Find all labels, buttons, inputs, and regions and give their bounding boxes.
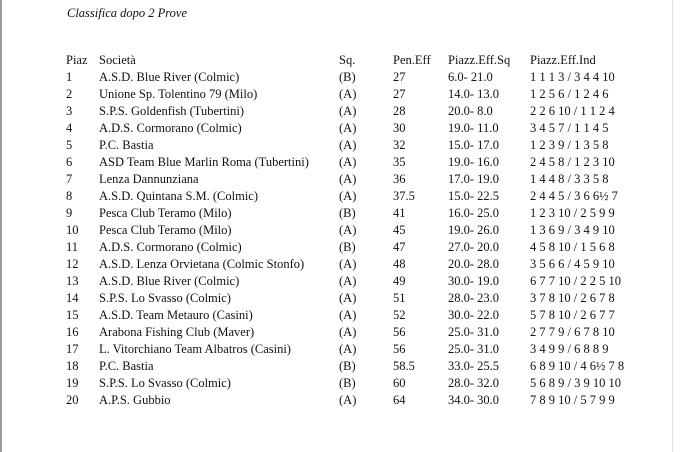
cell-societa: A.D.S. Cormorano (Colmic) xyxy=(99,121,242,135)
cell-societa: P.C. Bastia xyxy=(99,138,154,152)
cell-piazz-eff-sq: 34.0- 30.0 xyxy=(448,393,500,407)
cell-pen-eff: 30 xyxy=(393,121,406,135)
cell-societa: Unione Sp. Tolentino 79 (Milo) xyxy=(99,87,258,101)
cell-piazz-eff-ind: 1 4 4 8 / 3 3 5 8 xyxy=(530,172,609,186)
cell-piaz: 17 xyxy=(66,342,79,356)
cell-squadra: (A) xyxy=(339,121,357,135)
cell-societa: A.P.S. Gubbio xyxy=(99,393,171,407)
cell-piaz: 2 xyxy=(66,87,73,101)
cell-piazz-eff-ind: 1 2 3 9 / 1 3 5 8 xyxy=(530,138,609,152)
cell-piazz-eff-ind: 3 5 6 6 / 4 5 9 10 xyxy=(530,257,615,271)
table-row xyxy=(64,358,660,375)
cell-piaz: 15 xyxy=(66,308,79,322)
header-societa: Società xyxy=(99,53,136,67)
cell-squadra: (A) xyxy=(339,223,357,237)
cell-societa: A.S.D. Blue River (Colmic) xyxy=(99,274,240,288)
cell-piaz: 11 xyxy=(66,240,79,254)
cell-piaz: 7 xyxy=(66,172,73,186)
cell-piazz-eff-ind: 1 2 3 10 / 2 5 9 9 xyxy=(530,206,615,220)
cell-piaz: 19 xyxy=(66,376,79,390)
cell-pen-eff: 36 xyxy=(393,172,406,186)
header-piazz-eff-sq: Piazz.Eff.Sq xyxy=(448,53,511,67)
table-row xyxy=(64,324,660,341)
table-row xyxy=(64,273,660,290)
cell-piaz: 8 xyxy=(66,189,73,203)
table-header-row xyxy=(64,52,660,69)
cell-pen-eff: 27 xyxy=(393,87,406,101)
cell-societa: Pesca Club Teramo (Milo) xyxy=(99,223,232,237)
cell-societa: Pesca Club Teramo (Milo) xyxy=(99,206,232,220)
cell-pen-eff: 49 xyxy=(393,274,406,288)
cell-squadra: (A) xyxy=(339,291,357,305)
cell-squadra: (A) xyxy=(339,308,357,322)
cell-piazz-eff-sq: 19.0- 26.0 xyxy=(448,223,500,237)
cell-piazz-eff-sq: 33.0- 25.5 xyxy=(448,359,500,373)
cell-piazz-eff-sq: 27.0- 20.0 xyxy=(448,240,500,254)
cell-piazz-eff-sq: 28.0- 32.0 xyxy=(448,376,500,390)
standings-table xyxy=(64,52,660,409)
cell-piazz-eff-ind: 4 5 8 10 / 1 5 6 8 xyxy=(530,240,615,254)
cell-squadra: (A) xyxy=(339,172,357,186)
cell-piaz: 16 xyxy=(66,325,79,339)
table-row xyxy=(64,154,660,171)
cell-pen-eff: 48 xyxy=(393,257,406,271)
cell-pen-eff: 35 xyxy=(393,155,406,169)
cell-piazz-eff-sq: 30.0- 19.0 xyxy=(448,274,500,288)
header-squadra: Sq. xyxy=(339,53,356,67)
document-title: Classifica dopo 2 Prove xyxy=(67,6,188,20)
cell-pen-eff: 64 xyxy=(393,393,406,407)
cell-piazz-eff-sq: 25.0- 31.0 xyxy=(448,342,500,356)
cell-societa: L. Vitorchiano Team Albatros (Casini) xyxy=(99,342,291,356)
cell-piazz-eff-sq: 6.0- 21.0 xyxy=(448,70,493,84)
cell-piaz: 1 xyxy=(66,70,73,84)
cell-squadra: (A) xyxy=(339,257,357,271)
cell-piaz: 3 xyxy=(66,104,73,118)
cell-pen-eff: 60 xyxy=(393,376,406,390)
cell-societa: P.C. Bastia xyxy=(99,359,154,373)
cell-squadra: (A) xyxy=(339,104,357,118)
cell-piazz-eff-ind: 3 4 5 7 / 1 1 4 5 xyxy=(530,121,609,135)
cell-piazz-eff-sq: 19.0- 16.0 xyxy=(448,155,500,169)
cell-piaz: 12 xyxy=(66,257,79,271)
cell-societa: A.S.D. Team Metauro (Casini) xyxy=(99,308,253,322)
cell-squadra: (A) xyxy=(339,87,357,101)
page-right-border xyxy=(672,0,673,452)
cell-piazz-eff-sq: 16.0- 25.0 xyxy=(448,206,500,220)
cell-societa: A.S.D. Lenza Orvietana (Colmic Stonfo) xyxy=(99,257,305,271)
cell-piazz-eff-sq: 15.0- 22.5 xyxy=(448,189,500,203)
cell-societa: S.P.S. Goldenfish (Tubertini) xyxy=(99,104,245,118)
cell-pen-eff: 56 xyxy=(393,342,406,356)
cell-piaz: 5 xyxy=(66,138,73,152)
cell-squadra: (A) xyxy=(339,342,357,356)
cell-piazz-eff-ind: 6 8 9 10 / 4 6½ 7 8 xyxy=(530,359,625,373)
cell-squadra: (A) xyxy=(339,274,357,288)
cell-piazz-eff-ind: 2 2 6 10 / 1 1 2 4 xyxy=(530,104,615,118)
cell-pen-eff: 45 xyxy=(393,223,406,237)
cell-pen-eff: 27 xyxy=(393,70,406,84)
cell-piazz-eff-ind: 5 7 8 10 / 2 6 7 7 xyxy=(530,308,615,322)
cell-squadra: (A) xyxy=(339,155,357,169)
table-row xyxy=(64,137,660,154)
cell-squadra: (B) xyxy=(339,240,356,254)
cell-pen-eff: 51 xyxy=(393,291,406,305)
cell-societa: A.S.D. Blue River (Colmic) xyxy=(99,70,240,84)
cell-piazz-eff-ind: 6 7 7 10 / 2 2 5 10 xyxy=(530,274,621,288)
table-row xyxy=(64,341,660,358)
cell-pen-eff: 47 xyxy=(393,240,406,254)
cell-squadra: (B) xyxy=(339,206,356,220)
cell-piaz: 9 xyxy=(66,206,73,220)
cell-piazz-eff-sq: 20.0- 28.0 xyxy=(448,257,500,271)
cell-societa: Lenza Dannunziana xyxy=(99,172,199,186)
cell-squadra: (B) xyxy=(339,376,356,390)
standings-body xyxy=(64,69,660,409)
cell-piazz-eff-ind: 1 3 6 9 / 3 4 9 10 xyxy=(530,223,615,237)
cell-squadra: (A) xyxy=(339,138,357,152)
cell-piazz-eff-sq: 15.0- 17.0 xyxy=(448,138,500,152)
cell-piaz: 10 xyxy=(66,223,79,237)
cell-pen-eff: 28 xyxy=(393,104,406,118)
cell-squadra: (B) xyxy=(339,359,356,373)
cell-piaz: 4 xyxy=(66,121,73,135)
cell-piazz-eff-ind: 5 6 8 9 / 3 9 10 10 xyxy=(530,376,621,390)
cell-piazz-eff-ind: 2 4 5 8 / 1 2 3 10 xyxy=(530,155,615,169)
cell-piaz: 20 xyxy=(66,393,79,407)
table-row xyxy=(64,188,660,205)
cell-societa: Arabona Fishing Club (Maver) xyxy=(99,325,255,339)
cell-societa: S.P.S. Lo Svasso (Colmic) xyxy=(99,291,231,305)
cell-pen-eff: 52 xyxy=(393,308,406,322)
cell-piazz-eff-ind: 2 4 4 5 / 3 6 6½ 7 xyxy=(530,189,618,203)
cell-pen-eff: 37.5 xyxy=(393,189,415,203)
cell-pen-eff: 56 xyxy=(393,325,406,339)
cell-pen-eff: 32 xyxy=(393,138,406,152)
cell-piazz-eff-sq: 25.0- 31.0 xyxy=(448,325,500,339)
table-row xyxy=(64,256,660,273)
table-row xyxy=(64,120,660,137)
table-row xyxy=(64,205,660,222)
table-row xyxy=(64,222,660,239)
cell-pen-eff: 58.5 xyxy=(393,359,415,373)
cell-piazz-eff-sq: 19.0- 11.0 xyxy=(448,121,499,135)
cell-piaz: 18 xyxy=(66,359,79,373)
page-left-border xyxy=(0,0,2,452)
table-row xyxy=(64,307,660,324)
cell-piazz-eff-ind: 3 4 9 9 / 6 8 8 9 xyxy=(530,342,609,356)
cell-piazz-eff-sq: 14.0- 13.0 xyxy=(448,87,500,101)
cell-societa: A.D.S. Cormorano (Colmic) xyxy=(99,240,242,254)
cell-squadra: (A) xyxy=(339,393,357,407)
cell-piaz: 6 xyxy=(66,155,73,169)
table-row xyxy=(64,392,660,409)
cell-pen-eff: 41 xyxy=(393,206,406,220)
cell-piazz-eff-sq: 30.0- 22.0 xyxy=(448,308,500,322)
table-row xyxy=(64,375,660,392)
table-row xyxy=(64,239,660,256)
table-row xyxy=(64,69,660,86)
header-pen-eff: Pen.Eff xyxy=(393,53,431,67)
cell-squadra: (B) xyxy=(339,70,356,84)
cell-piazz-eff-sq: 28.0- 23.0 xyxy=(448,291,500,305)
cell-societa: S.P.S. Lo Svasso (Colmic) xyxy=(99,376,231,390)
cell-piaz: 14 xyxy=(66,291,79,305)
cell-piazz-eff-ind: 1 1 1 3 / 3 4 4 10 xyxy=(530,70,615,84)
cell-piaz: 13 xyxy=(66,274,79,288)
cell-piazz-eff-ind: 7 8 9 10 / 5 7 9 9 xyxy=(530,393,615,407)
cell-piazz-eff-ind: 2 7 7 9 / 6 7 8 10 xyxy=(530,325,615,339)
cell-societa: A.S.D. Quintana S.M. (Colmic) xyxy=(99,189,259,203)
cell-societa: ASD Team Blue Marlin Roma (Tubertini) xyxy=(99,155,309,169)
table-row xyxy=(64,103,660,120)
cell-squadra: (A) xyxy=(339,189,357,203)
table-row xyxy=(64,86,660,103)
table-row xyxy=(64,171,660,188)
header-piazz-eff-ind: Piazz.Eff.Ind xyxy=(530,53,596,67)
cell-piazz-eff-ind: 3 7 8 10 / 2 6 7 8 xyxy=(530,291,615,305)
table-row xyxy=(64,290,660,307)
cell-piazz-eff-sq: 17.0- 19.0 xyxy=(448,172,500,186)
header-piaz: Piaz xyxy=(66,53,88,67)
cell-piazz-eff-sq: 20.0- 8.0 xyxy=(448,104,493,118)
cell-squadra: (A) xyxy=(339,325,357,339)
cell-piazz-eff-ind: 1 2 5 6 / 1 2 4 6 xyxy=(530,87,609,101)
